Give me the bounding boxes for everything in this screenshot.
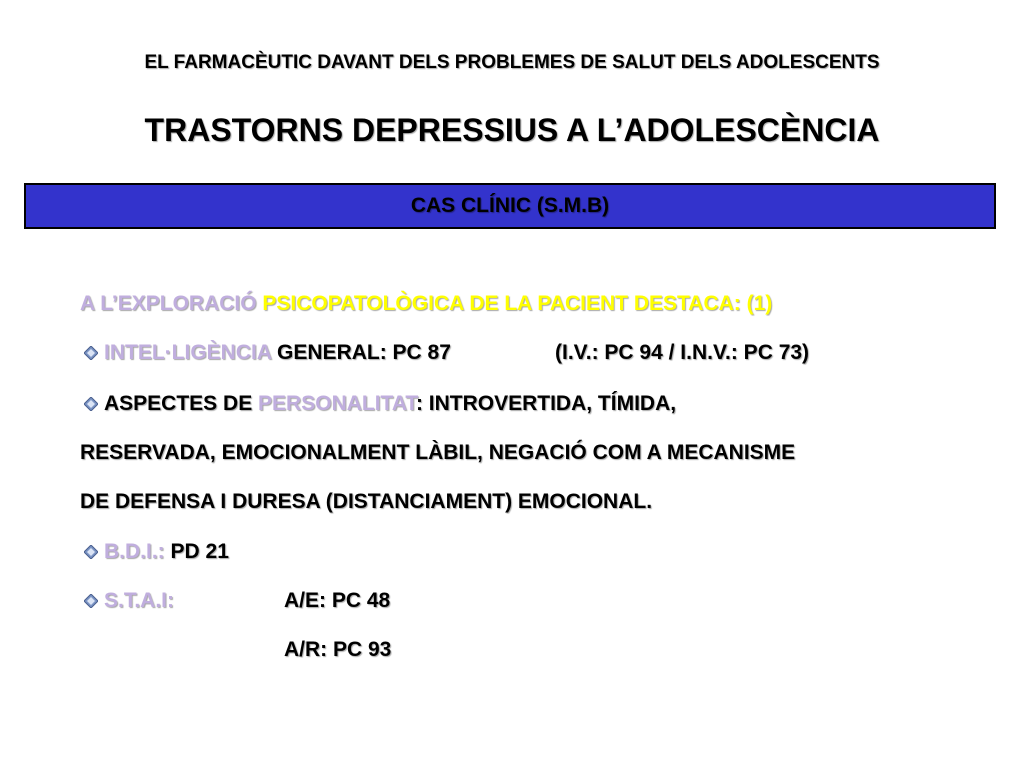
diamond-bullet-icon [84,545,98,559]
bdi-term: B.D.I.: [104,540,165,563]
personality-term: PERSONALITAT [258,392,416,415]
personality-text: : INTROVERTIDA, TÍMIDA, [415,392,677,415]
case-banner-label: CAS CLÍNIC (S.M.B) [410,194,610,217]
intelligence-term: INTEL·LIGÈNCIA [104,341,272,364]
diamond-bullet-icon [84,397,98,411]
case-banner [24,183,996,229]
intro-highlight-1: A L’EXPLORACIÓ [80,292,257,315]
stai-item [84,589,174,613]
bdi-value: PD 21 [164,540,229,563]
intelligence-detail: (I.V.: PC 94 / I.N.V.: PC 73) [555,341,810,364]
presentation-subtitle: EL FARMACÈUTIC DAVANT DELS PROBLEMES DE SALUT DELS ADOLESCENTS [144,52,880,73]
personality-item [84,392,676,416]
stai-value-ar: A/R: PC 93 [284,638,392,661]
intelligence-value: GENERAL: PC 87 [271,341,451,364]
diamond-bullet-icon [84,346,98,360]
intro-line [80,292,772,316]
stai-value-ae: A/E: PC 48 [284,589,391,612]
slide-title: TRASTORNS DEPRESSIUS A L’ADOLESCÈNCIA [144,112,880,148]
intro-highlight-2: PSICOPATOLÒGICA [262,292,464,315]
personality-prefix: ASPECTES DE [104,392,259,415]
diamond-bullet-icon [84,594,98,608]
intro-text: DE LA PACIENT DESTACA: (1) [463,292,773,315]
stai-term: S.T.A.I: [104,589,175,612]
personality-line-2: RESERVADA, EMOCIONALMENT LÀBIL, NEGACIÓ COM A MECANISME [80,441,796,464]
intelligence-item [84,341,451,365]
bdi-item [84,540,229,564]
personality-line-3: DE DEFENSA I DURESA (DISTANCIAMENT) EMOCIONAL. [80,490,653,513]
